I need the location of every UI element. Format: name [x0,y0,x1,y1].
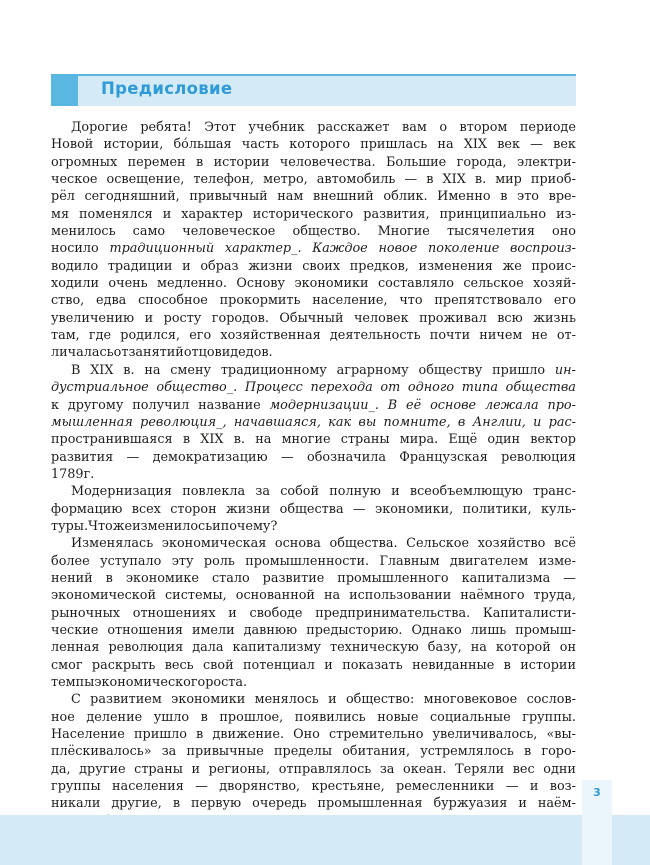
text-line: рыночных отношениях и свободе предпринимательства. Капиталисти- [51,605,576,621]
page-number: 3 [593,786,601,799]
text-line: С развитием экономики менялось и общество: многовековое сослов- [71,692,576,708]
text-line: мя поменялся и характер исторического развития, принципиально из- [51,206,576,222]
text-line: Дорогие ребята! Этот учебник расскажет вам о втором периоде [71,120,576,135]
text-line: рёл сегодняшний, привычный нам внешний облик. Именно в это вре- [51,189,576,205]
paragraph [51,119,576,362]
text-line: да, другие страны и регионы, отправлялось за океан. Теряли вес одни [51,761,576,777]
text-line: Население пришло в движение. Оно стремительно увеличивалось, «вы- [51,727,576,743]
text-line: Новой истории, бо́льшая часть которого пришлась на XIX век — век [51,137,576,153]
text-line: ходили очень медленно. Основу экономики составляло сельское хозяй- [51,276,576,292]
text-line: ческое освещение, телефон, метро, автомобиль — в XIX в. мир приоб- [51,172,576,188]
paragraph [51,535,576,691]
text-line: менилось само человеческое общество. Многие тысячелетия оно [51,224,576,240]
text-line: плёскивалось» за привычные пределы обитания, устремлялось в горо- [51,744,576,760]
text-line: пространившаяся в XIX в. на многие страны мира. Ещё один вектор [51,432,576,448]
text-line: ленная революция дала капитализму техническую базу, на которой он [51,640,576,656]
text-line: мышленная революция_, начавшаяся, как вы помните, в Англии, и рас- [51,414,576,430]
text-line: В XIX в. на смену традиционному аграрному обществу пришло ин- [71,362,576,378]
text-line: ческие отношения имели давнюю предысторию. Однако лишь промыш- [51,622,576,638]
body-text [51,119,576,830]
text-line: 1789 г. [51,466,95,482]
text-line: нений в экономике стало развитие промышленного капитализма — [51,570,576,586]
header-accent-tab [51,76,78,106]
text-line: экономической системы, основанной на использовании наёмного труда, [51,588,576,604]
text-line: более уступало эту роль промышленности. Главным двигателем изме- [51,553,576,569]
text-line: ное деление ушло в прошлое, появились новые социальные группы. [51,709,576,725]
text-line: дустриальное общество_. Процесс перехода от одного типа общества [51,380,576,396]
text-line: там, где родился, его хозяйственная деятельность почти ничем не от- [51,328,576,344]
text-line: формацию всех сторон жизни общества — экономики, политики, куль- [51,501,576,517]
text-line: огромных перемен в истории человечества. Большие города, электри- [51,154,576,170]
text-line: к другому получил название модернизации_. В её основе лежала про- [51,397,576,413]
text-line: Модернизация повлекла за собой полную и всеобъемлющую транс- [71,484,576,500]
text-line: никали другие, в первую очередь промышленная буржуазия и наём- [51,796,576,812]
chapter-header [51,74,576,106]
text-line: ство, едва способное прокормить население, что препятствовало его [51,293,576,309]
text-line: группы населения — дворянство, крестьяне, ремесленники — и воз- [51,779,576,795]
text-line: Изменялась экономическая основа общества. Сельское хозяйство всё [71,536,576,552]
text-line: развития — демократизацию — обозначила Французская революция [51,449,576,465]
text-line: смог раскрыть весь свой потенциал и показать невиданные в истории [51,657,576,673]
text-line: туры. Что же изменилось и почему? [51,518,278,534]
footer-band [0,815,650,865]
text-line: увеличению и росту городов. Обычный человек проживал всю жизнь [51,310,576,326]
paragraph [51,691,576,830]
text-line: носило традиционный характер_. Каждое новое поколение воспроиз- [51,241,576,257]
paragraph [51,483,576,535]
text-line: личалась от занятий отцов и дедов. [51,345,273,361]
text-line: темпы экономического роста. [51,675,248,690]
text-line: водило традиции и образ жизни своих предков, изменения же проис- [51,258,576,274]
paragraph [51,362,576,483]
chapter-title: Предисловие [101,79,233,98]
